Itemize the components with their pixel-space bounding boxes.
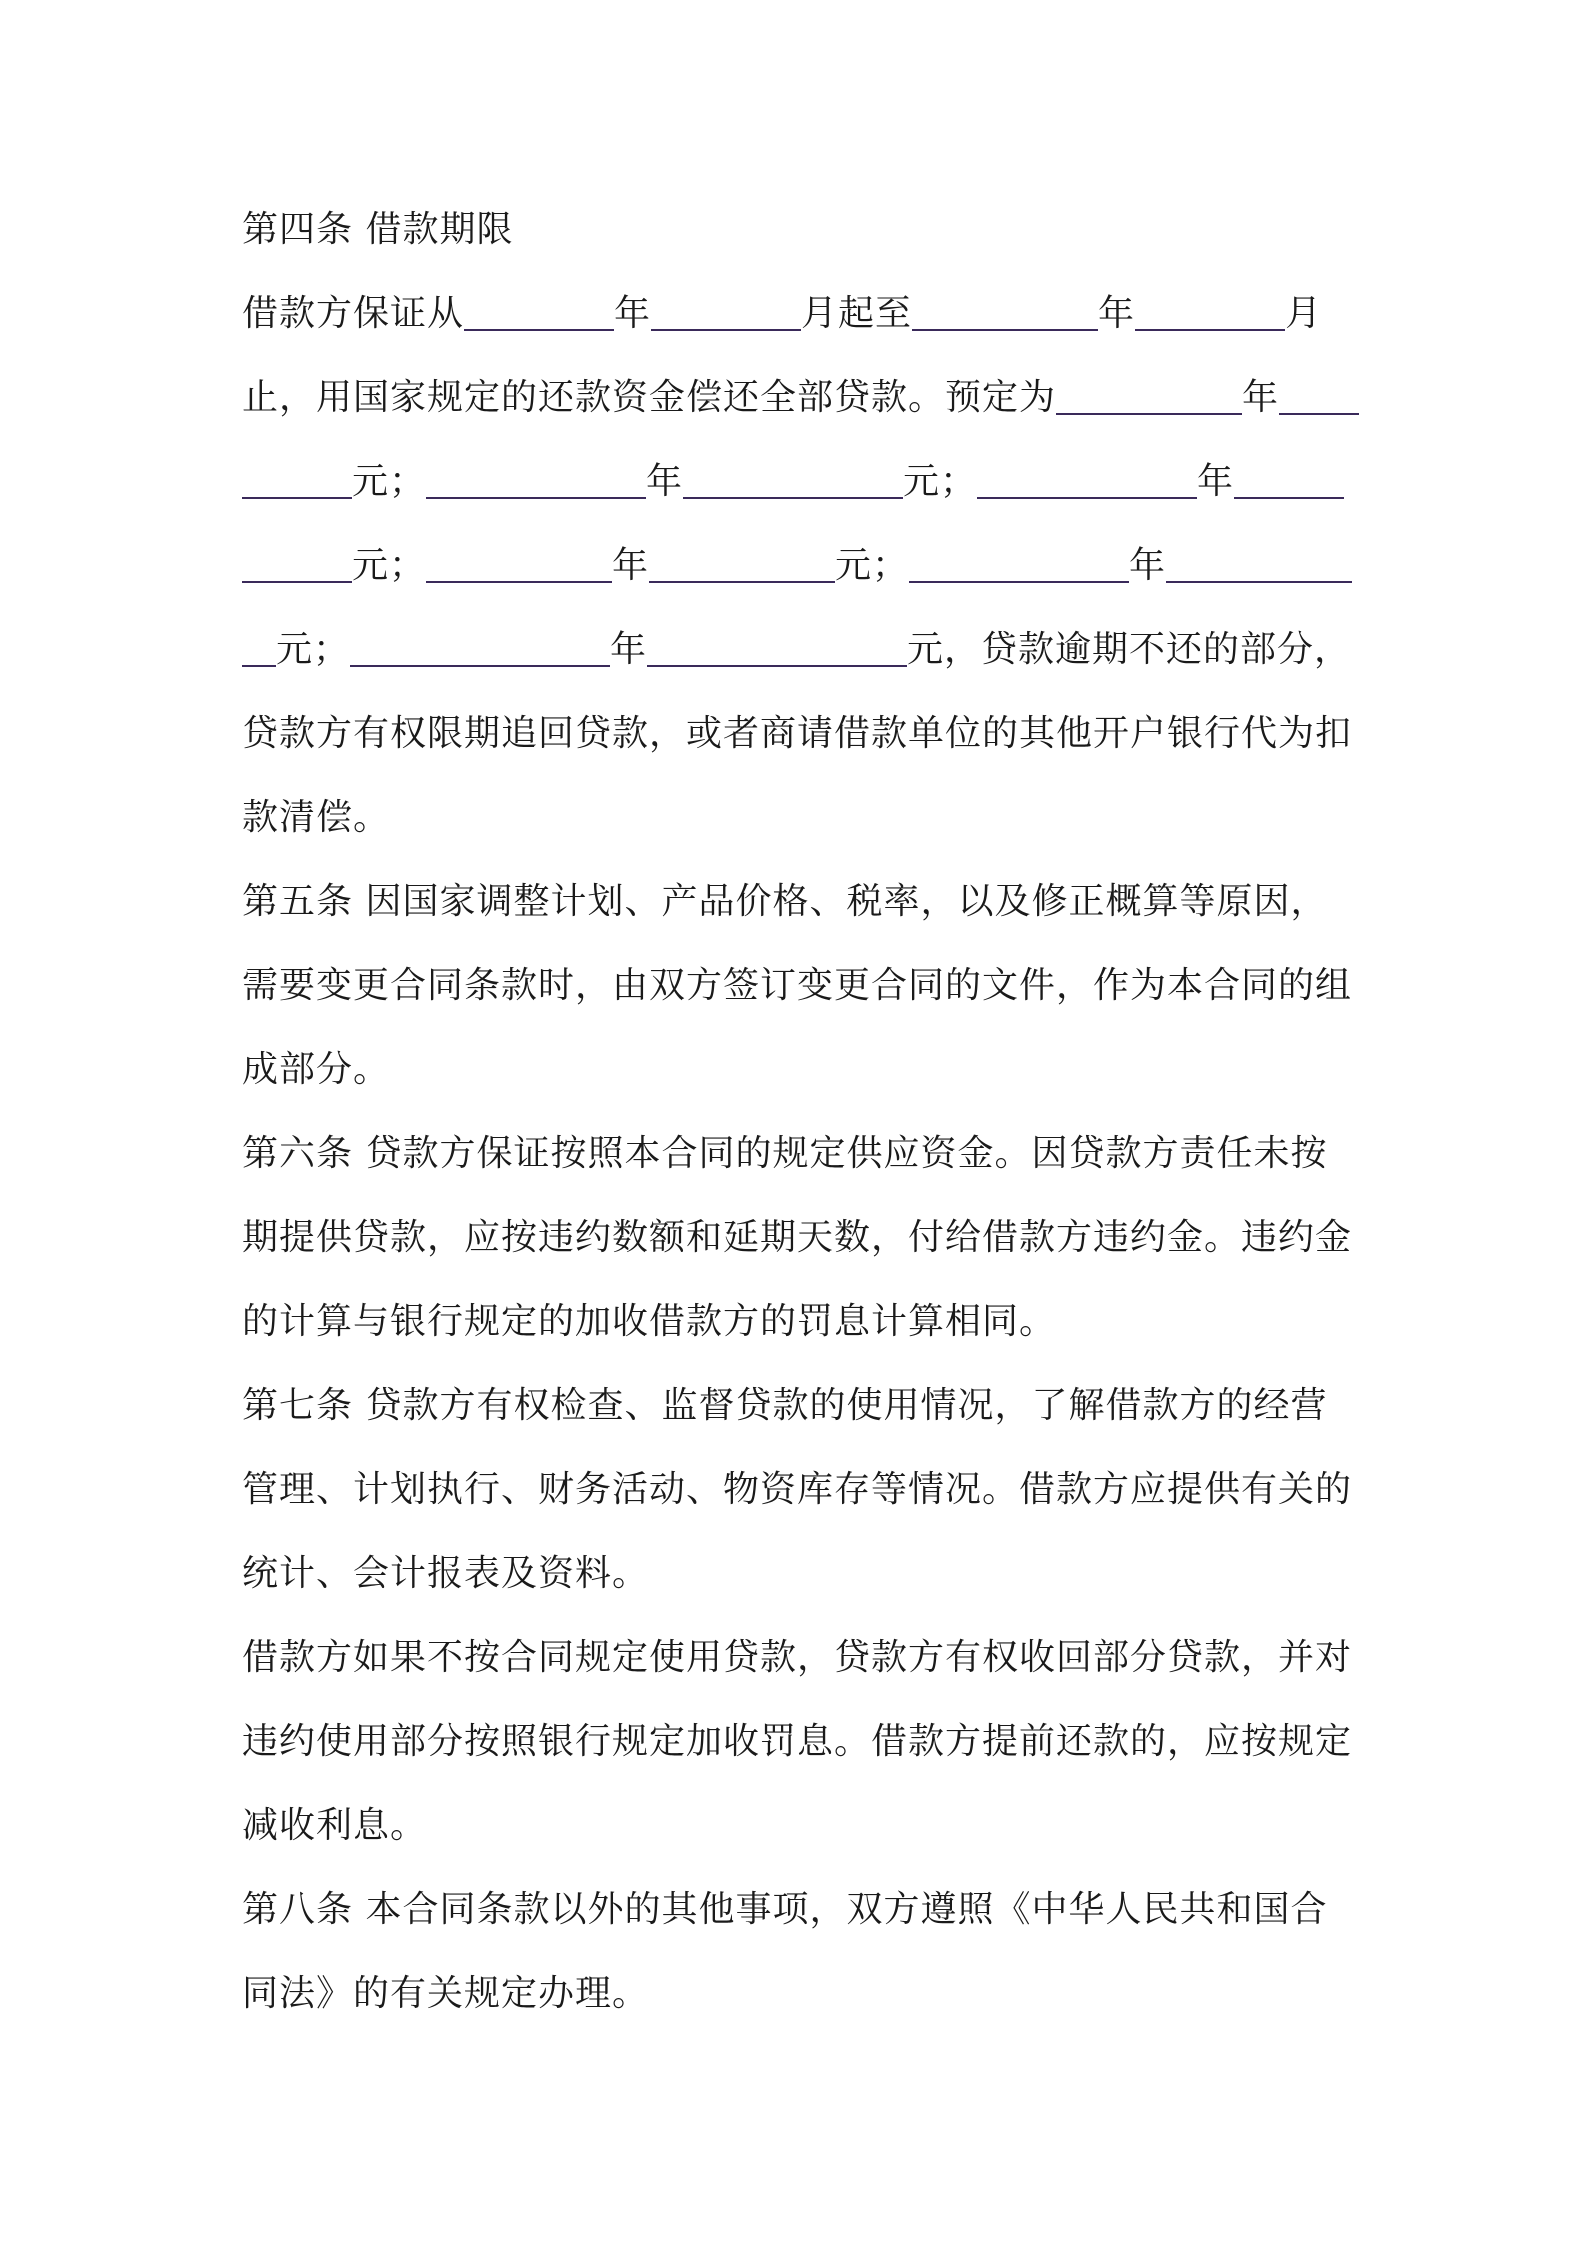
fill-in-blank [1166,580,1352,583]
fill-in-blank [647,664,907,667]
text-segment: 期提供贷款，应按违约数额和延期天数，付给借款方违约金。违约金 [242,1217,1353,1258]
text-segment: 同法》的有关规定办理。 [242,1973,650,2014]
text-segment: 需要变更合同条款时，由双方签订变更合同的文件，作为本合同的组 [242,965,1353,1006]
text-segment: 年 [1129,545,1167,586]
article-5-line-2 [242,944,1362,1028]
article-8-line-2 [242,1952,1362,2036]
text-segment: 第七条 贷款方有权检查、监督贷款的使用情况，了解借款方的经营 [242,1385,1328,1426]
fill-in-blank [1234,496,1344,499]
article-6-line-1 [242,1112,1362,1196]
paragraph-penalty-line-2 [242,1700,1362,1784]
text-segment: 年 [1242,377,1280,418]
fill-in-blank [1056,412,1242,415]
fill-in-blank [912,328,1098,331]
article-6-line-3 [242,1280,1362,1364]
text-segment: 成部分。 [242,1049,391,1090]
text-segment: 元； [903,461,978,502]
text-segment: 第五条 因国家调整计划、产品价格、税率，以及修正概算等原因， [242,881,1328,922]
article-4-line-4 [242,524,1362,608]
fill-in-blank [242,664,276,667]
article-4-heading [242,188,1362,272]
text-segment: 止，用国家规定的还款资金偿还全部贷款。预定为 [242,377,1057,418]
article-7-line-1 [242,1364,1362,1448]
article-6-line-2 [242,1196,1362,1280]
article-4-line-7 [242,776,1362,860]
fill-in-blank [242,580,352,583]
fill-in-blank [426,580,612,583]
text-segment: 月 [1285,293,1323,334]
article-5-line-3 [242,1028,1362,1112]
text-segment: 元，贷款逾期不还的部分， [907,629,1352,670]
article-4-heading-text: 第四条 借款期限 [242,209,514,250]
text-segment: 年 [610,629,648,670]
fill-in-blank [651,328,801,331]
text-segment: 元； [352,545,427,586]
article-7-line-3 [242,1532,1362,1616]
fill-in-blank [683,496,903,499]
text-segment: 年 [646,461,684,502]
text-segment: 违约使用部分按照银行规定加收罚息。借款方提前还款的，应按规定 [242,1721,1353,1762]
text-segment: 第八条 本合同条款以外的其他事项，双方遵照《中华人民共和国合 [242,1889,1328,1930]
article-7-line-2 [242,1448,1362,1532]
fill-in-blank [242,496,352,499]
fill-in-blank [350,664,610,667]
text-segment: 的计算与银行规定的加收借款方的罚息计算相同。 [242,1301,1057,1342]
fill-in-blank [909,580,1129,583]
text-segment: 统计、会计报表及资料。 [242,1553,650,1594]
article-5-line-1 [242,860,1362,944]
fill-in-blank [1135,328,1285,331]
fill-in-blank [426,496,646,499]
text-segment: 贷款方有权限期追回贷款，或者商请借款单位的其他开户银行代为扣 [242,713,1353,754]
text-segment: 元； [835,545,910,586]
text-segment: 月起至 [801,293,913,334]
article-4-line-5 [242,608,1362,692]
article-4-line-2 [242,356,1362,440]
text-segment: 年 [1197,461,1235,502]
text-segment: 年 [1098,293,1136,334]
article-4-line-6 [242,692,1362,776]
paragraph-penalty-line-3 [242,1784,1362,1868]
fill-in-blank [977,496,1197,499]
paragraph-penalty-line-1 [242,1616,1362,1700]
fill-in-blank [649,580,835,583]
text-segment: 借款方保证从 [242,293,465,334]
text-segment: 管理、计划执行、财务活动、物资库存等情况。借款方应提供有关的 [242,1469,1353,1510]
article-8-line-1 [242,1868,1362,1952]
text-segment: 元； [352,461,427,502]
fill-in-blank [1279,412,1359,415]
text-segment: 年 [612,545,650,586]
text-segment: 第六条 贷款方保证按照本合同的规定供应资金。因贷款方责任未按 [242,1133,1328,1174]
text-segment: 减收利息。 [242,1805,428,1846]
article-4-line-1 [242,272,1362,356]
text-segment: 款清偿。 [242,797,391,838]
fill-in-blank [464,328,614,331]
text-segment: 借款方如果不按合同规定使用贷款，贷款方有权收回部分贷款，并对 [242,1637,1353,1678]
text-segment: 元； [276,629,351,670]
text-segment: 年 [614,293,652,334]
article-4-line-3 [242,440,1362,524]
